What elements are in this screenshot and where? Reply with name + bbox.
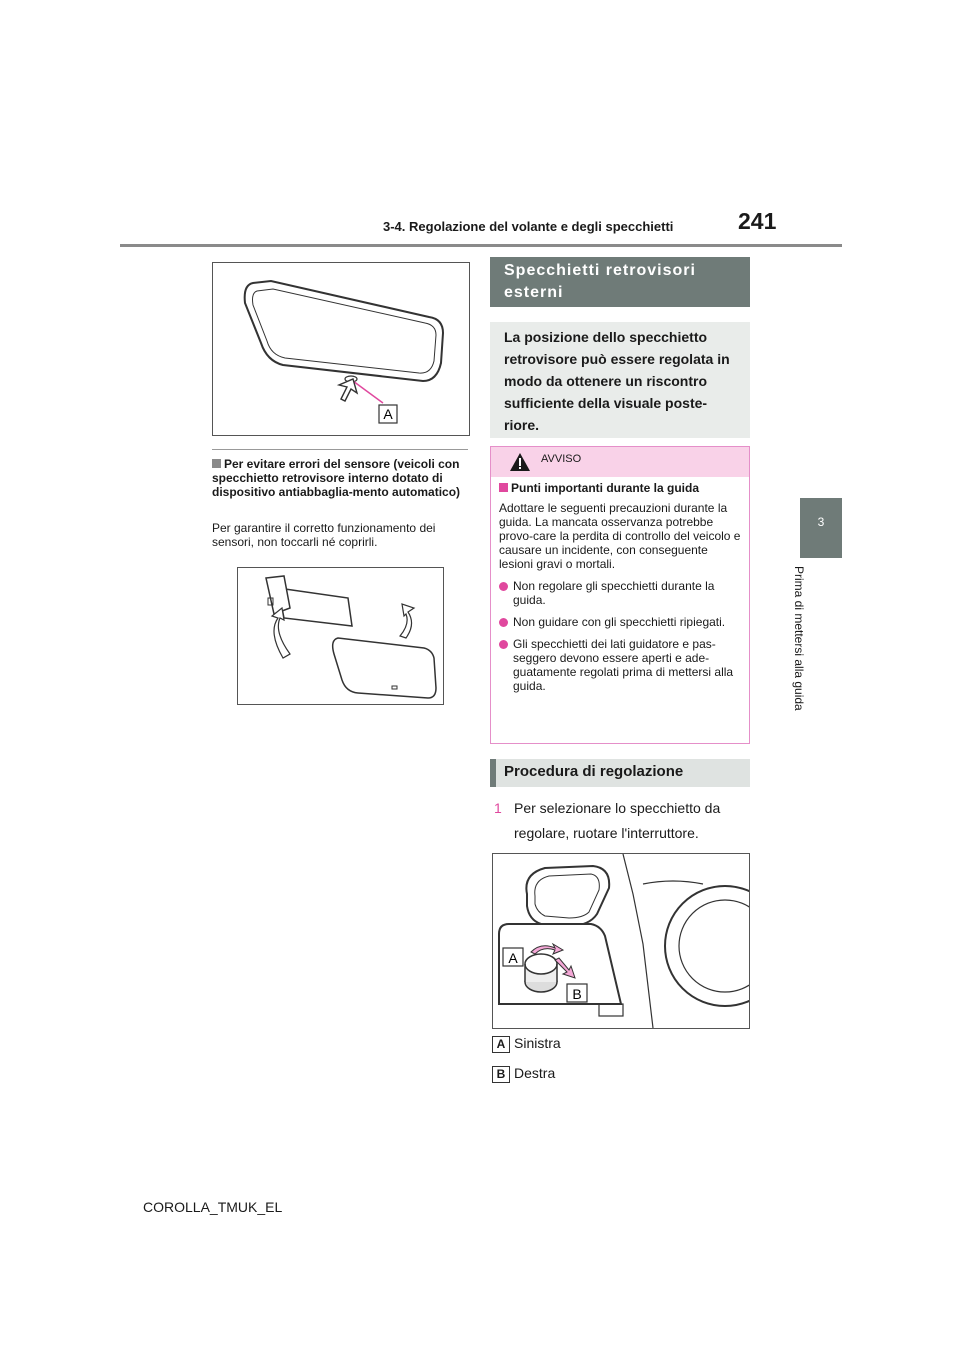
legend-text-b: Destra xyxy=(514,1065,556,1081)
figure-sensor-locations xyxy=(237,567,444,705)
figure-mirror-selector-switch xyxy=(492,853,750,1029)
square-bullet-icon xyxy=(499,483,508,492)
legend-item-a xyxy=(492,1035,561,1053)
figure-inner-mirror-sensor xyxy=(212,262,470,436)
warning-header xyxy=(491,447,749,477)
section-intro: La posizione dello specchietto retrovisore può essere regolata in modo da ottenere un riscontro sufficiente della visuale poste-riore. xyxy=(490,322,750,438)
step-text: Per selezionare lo specchietto da regolare, ruotare l'interruttore. xyxy=(514,800,721,841)
warning-box xyxy=(490,446,750,744)
subsection-body: Per garantire il corretto funzionamento dei sensori, non toccarli né coprirli. xyxy=(212,521,436,549)
figure3-callout-a: A xyxy=(508,950,518,966)
warning-heading-text: Punti importanti durante la guida xyxy=(511,481,700,495)
warning-body-text: Adottare le seguenti precauzioni durante la guida. La mancata osservanza potrebbe provo-care la perdita di controllo del veicolo e causare un incidente, con conseguente lesioni gravi o mortali. xyxy=(499,501,741,571)
warning-content xyxy=(491,477,749,693)
subsection-heading-text: Per evitare errori del sensore (veicoli con specchietto retrovisore interno dotato di dispositivo antiabbaglia-mento automatico) xyxy=(212,457,461,499)
sensor-illustration xyxy=(238,568,443,704)
warning-bullet: Non guidare con gli specchietti ripiegati. xyxy=(499,615,741,629)
step-number: 1 xyxy=(494,800,502,816)
running-header-title: 3-4. Regolazione del volante e degli specchietti xyxy=(383,219,674,234)
legend-item-b xyxy=(492,1065,555,1083)
page-number: 241 xyxy=(738,208,777,234)
legend-key-a: A xyxy=(492,1036,510,1053)
selector-illustration xyxy=(493,854,749,1028)
legend-text-a: Sinistra xyxy=(514,1035,561,1051)
chapter-label-text: Prima di mettersi alla guida xyxy=(792,566,806,711)
square-bullet-icon xyxy=(212,459,221,468)
subsection-divider xyxy=(212,449,468,450)
mirror-illustration xyxy=(213,263,469,435)
warning-title: AVVISO xyxy=(541,453,582,465)
figure3-callout-b: B xyxy=(572,986,582,1002)
chapter-tab: 3 xyxy=(800,498,842,558)
footer-model-code: COROLLA_TMUK_EL xyxy=(143,1199,283,1215)
warning-bullet: Non regolare gli specchietti durante la guida. xyxy=(499,579,741,607)
warning-heading xyxy=(499,481,741,495)
warning-bullet: Gli specchietti dei lati guidatore e pas-seggero devono essere aperti e ade-guatamente regolati prima di mettersi alla guida. xyxy=(499,637,741,693)
section-title-adjustment-procedure: Procedura di regolazione xyxy=(490,759,750,787)
subsection-heading xyxy=(212,457,464,499)
header-rule xyxy=(120,244,842,247)
legend-key-b: B xyxy=(492,1066,510,1083)
step-1 xyxy=(494,796,750,846)
section-title-exterior-mirrors: Specchietti retrovisori esterni xyxy=(490,257,750,307)
figure1-callout-a: A xyxy=(383,406,393,422)
warning-triangle-icon xyxy=(509,452,531,472)
chapter-label xyxy=(783,566,813,736)
